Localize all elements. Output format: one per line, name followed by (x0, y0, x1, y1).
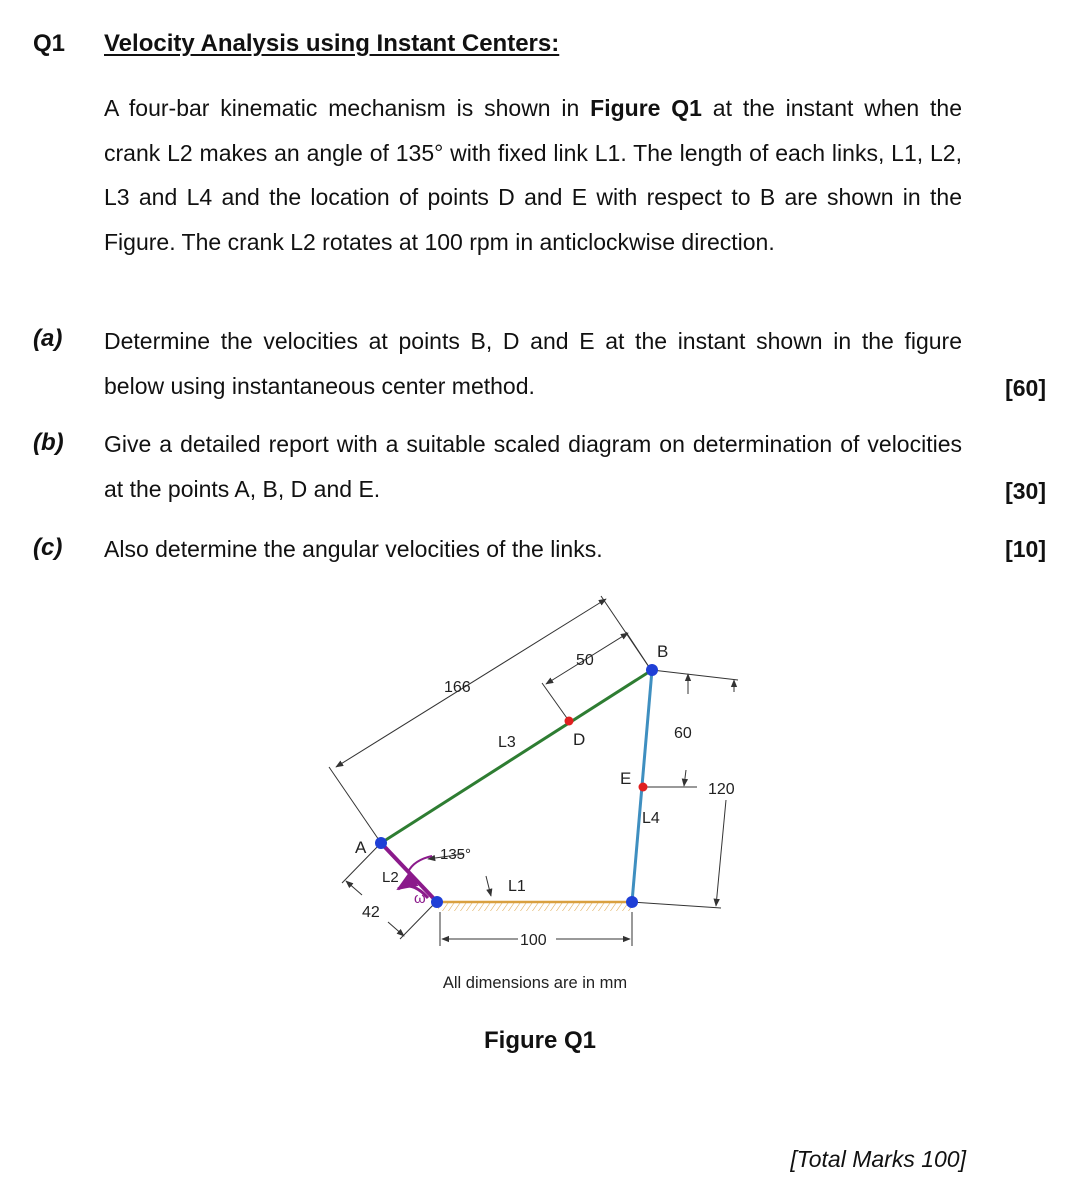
question-intro (104, 86, 962, 264)
label-angle: 135° (440, 846, 472, 863)
label-omega: ω (414, 890, 426, 907)
joint-a (375, 837, 387, 849)
ground-link (438, 902, 632, 911)
label-l3: L3 (498, 734, 516, 751)
point-e (639, 783, 648, 792)
figure-note: All dimensions are in mm (442, 974, 628, 992)
dim-166-label: 166 (444, 679, 471, 696)
mechanism-figure (0, 585, 1080, 1005)
angle-arc (408, 856, 432, 872)
dim-60-label: 60 (674, 725, 692, 742)
question-title: Velocity Analysis using Instant Centers: (104, 30, 560, 57)
l1-pointer (486, 876, 491, 896)
label-a: A (355, 838, 367, 857)
joint-b (646, 664, 658, 676)
label-l1: L1 (508, 878, 526, 895)
label-l2: L2 (382, 869, 399, 886)
intro-text-2: at the instant when the crank L2 makes an angle of 135° with fixed link L1. The length of each links, L1, L2, L3 and L4 and the location of points D and E with respect to B are shown in the Figure. The crank L2 rotates at 100 rpm in anticlockwise direction. (104, 95, 963, 255)
part-c-text: Also determine the angular velocities of the links. (104, 536, 603, 562)
part-a-label: (a) (33, 325, 63, 352)
dim-50 (542, 632, 651, 721)
joint-o4 (626, 896, 638, 908)
part-b-text: Give a detailed report with a suitable scaled diagram on determination of velocities at the points A, B, D and E. (104, 431, 962, 502)
figure-caption: Figure Q1 (483, 1027, 597, 1054)
joint-o2 (431, 896, 443, 908)
dim-166 (329, 596, 651, 843)
part-a-text: Determine the velocities at points B, D and E at the instant shown in the figure below using instantaneous center method. (104, 328, 962, 399)
total-marks: [Total Marks 100] (790, 1146, 966, 1172)
dim-120-label: 120 (708, 781, 735, 798)
link-l3 (381, 670, 652, 843)
label-d: D (573, 730, 586, 749)
intro-text-1: A four-bar kinematic mechanism is shown in (104, 95, 591, 121)
dim-42-label: 42 (362, 904, 380, 921)
intro-figure-ref: Figure Q1 (590, 95, 702, 121)
label-e: E (620, 769, 632, 788)
point-d (565, 717, 574, 726)
part-a-marks: [60] (1005, 375, 1046, 401)
label-b: B (657, 642, 669, 661)
part-b-label: (b) (33, 429, 64, 456)
part-c-label: (c) (33, 534, 63, 561)
question-number: Q1 (33, 30, 66, 57)
part-b-marks: [30] (1005, 478, 1046, 504)
part-c-marks: [10] (1005, 536, 1046, 562)
label-l4: L4 (642, 810, 660, 827)
dim-100-label: 100 (520, 932, 547, 949)
dim-50-label: 50 (576, 652, 594, 669)
